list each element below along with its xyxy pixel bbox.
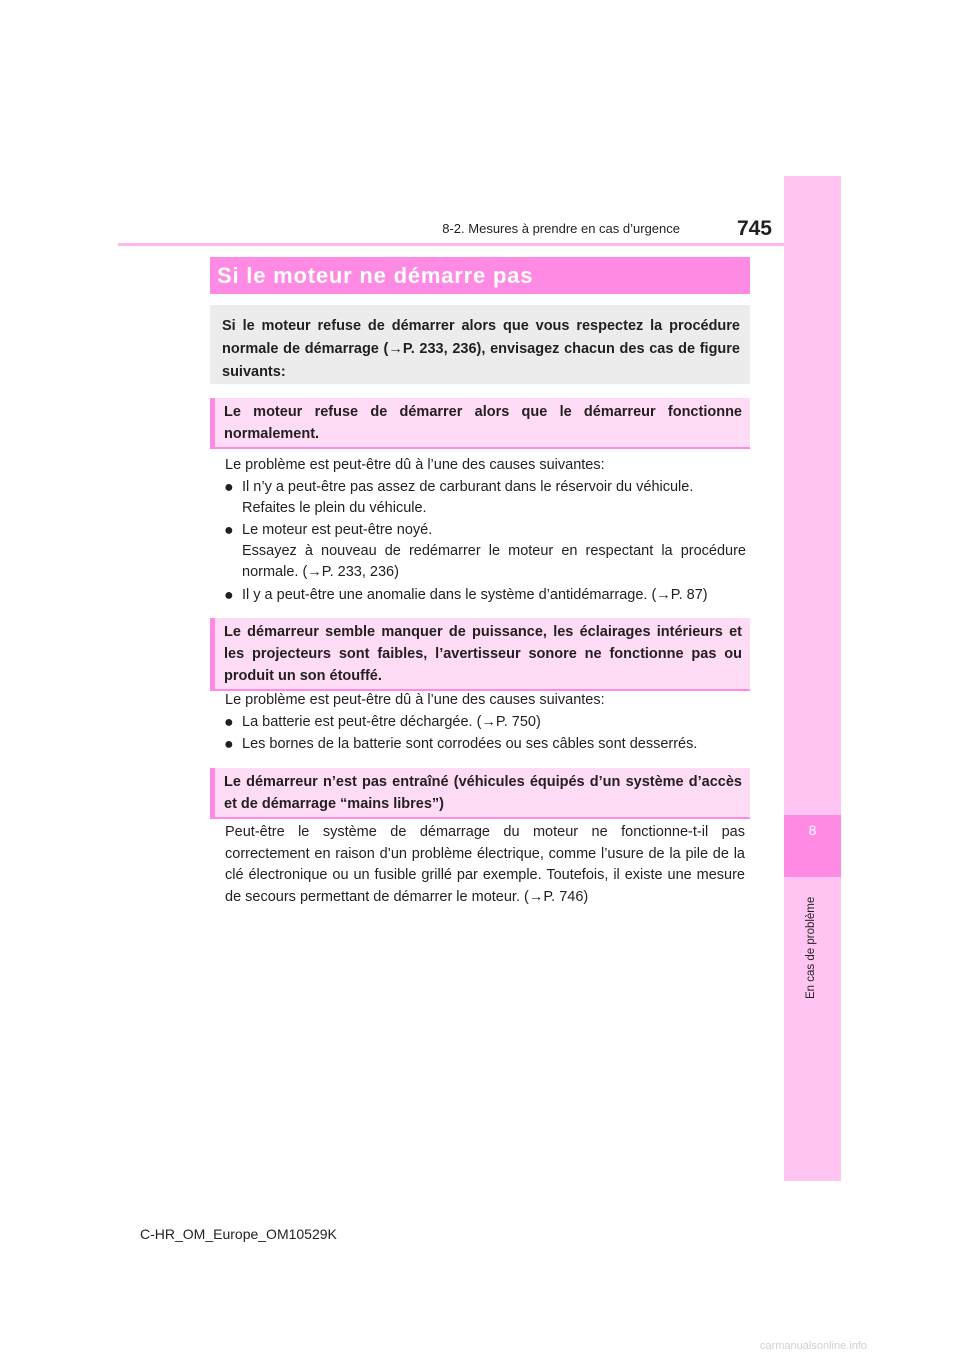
intro-box: Si le moteur refuse de démarrer alors que vous respectez la procédure normale de démarrage (→P. 233, 236), envisagez chacun des cas de figure suivants: <box>210 305 750 384</box>
bullet-icon: ● <box>224 736 234 753</box>
breadcrumb: 8-2. Mesures à prendre en cas d’urgence <box>442 221 680 236</box>
case-2-lead: Le problème est peut-être dû à l’une des causes suivantes: <box>225 692 605 708</box>
case-3-paragraph: Peut-être le système de démarrage du moteur ne fonctionne-t-il pas correctement en raison d’un problème électrique, comme l’usure de la pile de la clé électronique ou un fusible grillé par exemple. Toutefois, il existe une mesure de secours permettant de démarrer le moteur. (→P. 746) <box>225 824 745 905</box>
case-1-lead: Le problème est peut-être dû à l’une des causes suivantes: <box>225 457 605 473</box>
bullet-icon: ● <box>224 587 234 604</box>
page-number: 745 <box>736 217 772 240</box>
case-heading-engine-no-start: Le moteur refuse de démarrer alors que le démarreur fonctionne normalement. <box>210 398 750 449</box>
watermark: carmanualsonline.info <box>760 1340 868 1352</box>
section-title-bar <box>210 257 750 294</box>
bullet-icon: ● <box>224 522 234 539</box>
bullet-icon: ● <box>224 714 234 731</box>
list-item: ● Il y a peut-être une anomalie dans le système d’antidémarrage. (→P. 87) <box>224 587 708 604</box>
list-item: ● La batterie est peut-être déchargée. (→P. 750) <box>224 714 541 731</box>
document-code: C-HR_OM_Europe_OM10529K <box>140 1226 337 1242</box>
list-item: ● Le moteur est peut-être noyé. Essayez à nouveau de redémarrer le moteur en respectant la procédure normale. (→P. 233, 236) <box>224 520 746 583</box>
case-heading-weak-starter: Le démarreur semble manquer de puissance, les éclairages intérieurs et les projecteurs sont faibles, l’avertisseur sonore ne fonctionne pas ou produit un son étouffé. <box>210 618 750 691</box>
section-title: Si le moteur ne démarre pas <box>217 262 534 288</box>
list-item: ● Il n’y a peut-être pas assez de carburant dans le réservoir du véhicule. Refaites le plein du véhicule. <box>224 477 746 519</box>
chapter-number: 8 <box>808 822 817 838</box>
chapter-side-tab <box>784 176 841 1181</box>
bullet-icon: ● <box>224 479 234 496</box>
case-heading-starter-not-engaged: Le démarreur n’est pas entraîné (véhicules équipés d’un système d’accès et de démarrage “mains libres”) <box>210 768 750 819</box>
chapter-label: En cas de problème <box>805 896 817 1000</box>
header-divider <box>118 243 784 246</box>
list-item: ● Les bornes de la batterie sont corrodées ou ses câbles sont desserrés. <box>224 736 698 753</box>
